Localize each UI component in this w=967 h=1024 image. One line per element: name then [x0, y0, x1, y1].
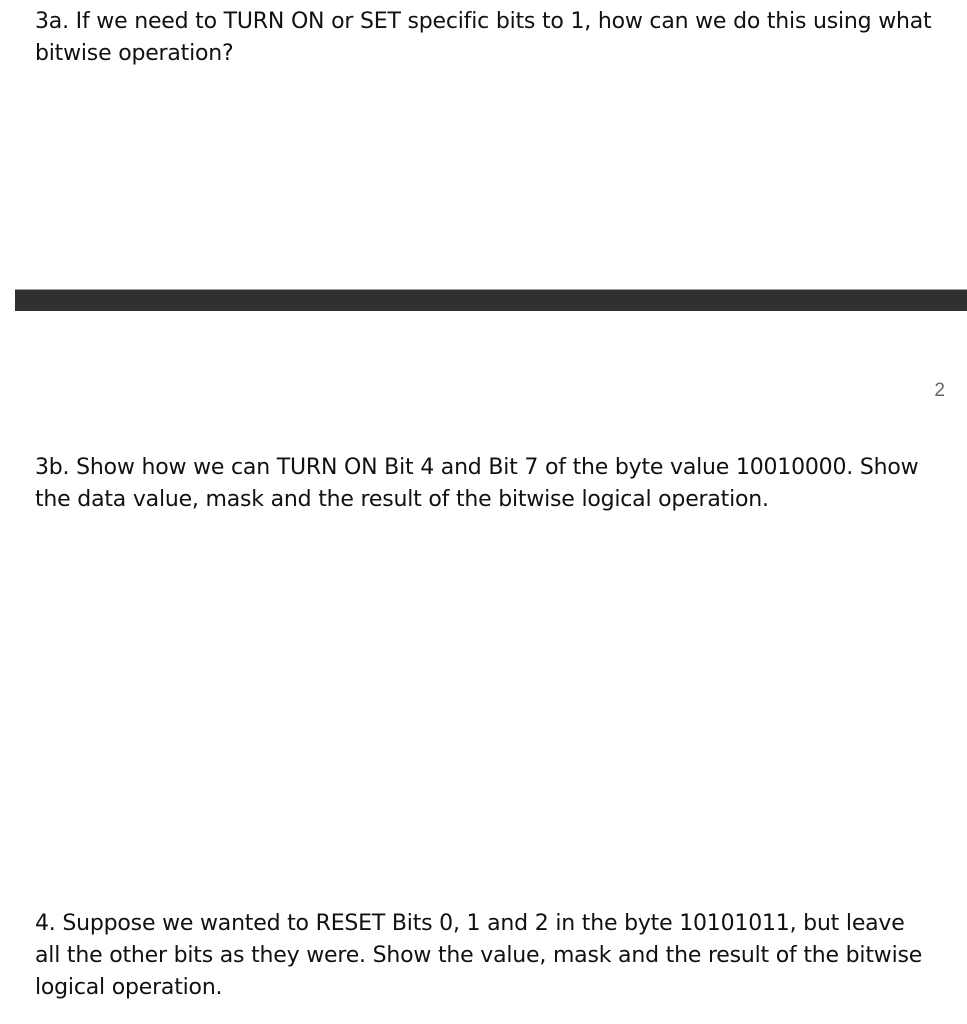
- question-4: 4. Suppose we wanted to RESET Bits 0, 1 and 2 in the byte 10101011, but leave all the other bits as they were. Show the value, mask and the result of the bitwise logical operation.: [35, 911, 923, 1000]
- page-divider: [15, 289, 967, 311]
- page-number: 2: [934, 380, 945, 401]
- question-3b: 3b. Show how we can TURN ON Bit 4 and Bit 7 of the byte value 10010000. Show the data value, mask and the result of the bitwise logical operation.: [35, 455, 919, 512]
- question-3a: 3a. If we need to TURN ON or SET specific bits to 1, how can we do this using what bitwise operation?: [35, 9, 932, 66]
